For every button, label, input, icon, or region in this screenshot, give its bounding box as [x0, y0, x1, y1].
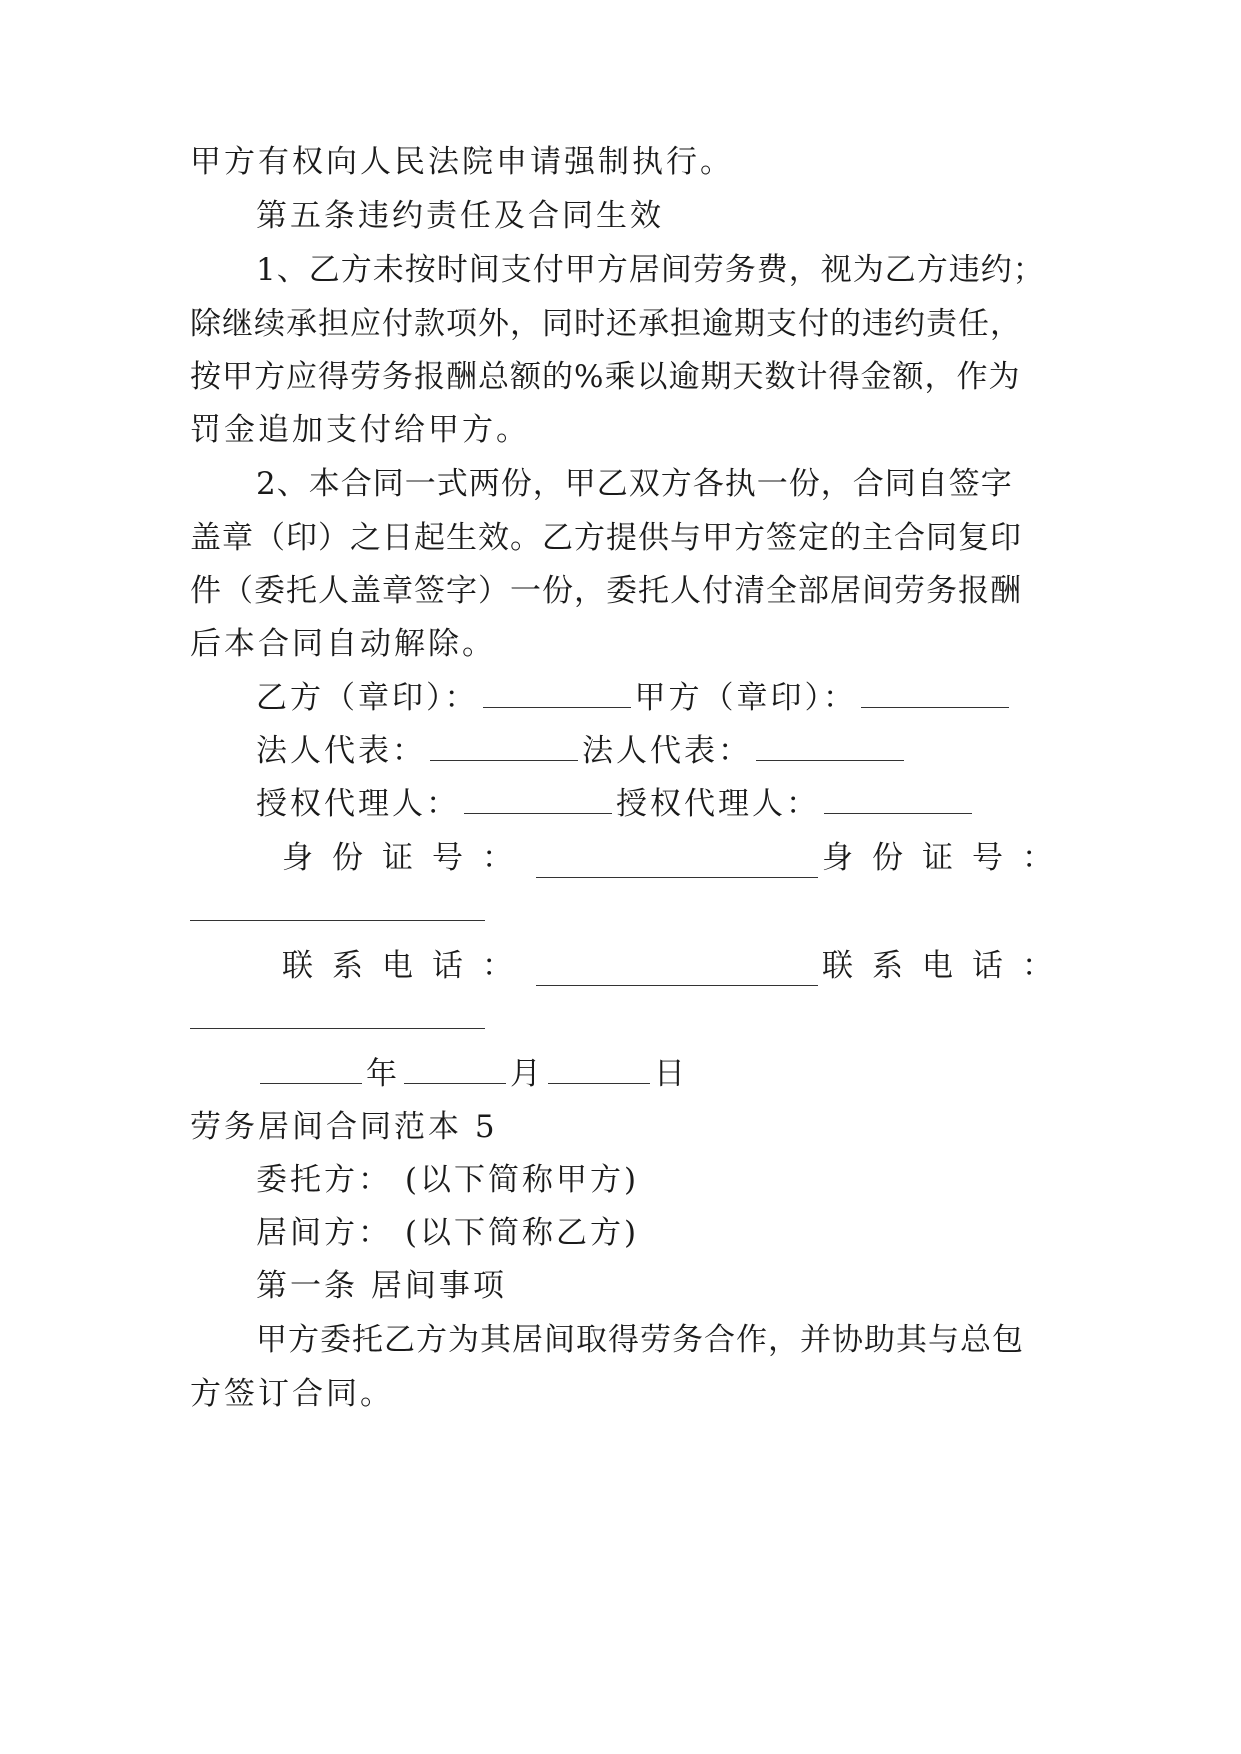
paragraph-line: 按甲方应得劳务报酬总额的%乘以逾期天数计得金额，作为 — [190, 359, 1021, 395]
id-b-blank — [536, 849, 818, 878]
paragraph-line: 除继续承担应付款项外，同时还承担逾期支付的违约责任， — [190, 306, 1022, 342]
party-a-seal-blank — [861, 679, 1009, 708]
paragraph-line: 1、乙方未按时间支付甲方居间劳务费，视为乙方违约； — [256, 252, 1045, 288]
seal-line — [256, 678, 1070, 718]
paragraph-line: 2、本合同一式两份，甲乙双方各执一份，合同自签字 — [256, 466, 1013, 502]
day-label: 日 — [654, 1056, 688, 1092]
phone-b-label: 联系电话： — [282, 948, 532, 984]
id-b-label: 身份证号： — [282, 840, 532, 876]
article-heading: 第五条违约责任及合同生效 — [256, 198, 664, 234]
phone-a-blank — [190, 1028, 485, 1029]
client-line: 委托方： (以下简称甲方) — [256, 1162, 640, 1198]
agent-b-blank — [464, 785, 612, 814]
legal-rep-a-blank — [756, 732, 904, 761]
legal-rep-b-blank — [430, 732, 578, 761]
id-a-blank — [190, 920, 485, 921]
paragraph-line: 件（委托人盖章签字）一份，委托人付清全部居间劳务报酬 — [190, 573, 1022, 609]
paragraph-line: 甲方有权向人民法院申请强制执行。 — [190, 144, 734, 180]
phone-a-label: 联系电话： — [822, 948, 1072, 984]
legal-rep-b-label: 法人代表： — [256, 733, 426, 769]
article-heading: 第一条 居间事项 — [256, 1268, 507, 1304]
agent-a-blank — [824, 785, 972, 814]
day-blank — [548, 1055, 650, 1084]
agent-a-label: 授权代理人： — [616, 786, 820, 822]
year-label: 年 — [366, 1056, 400, 1092]
date-line — [256, 1054, 1070, 1094]
agent-line — [256, 784, 1070, 824]
month-label: 月 — [510, 1056, 544, 1092]
phone-line — [282, 946, 1072, 986]
paragraph-line: 盖章（印）之日起生效。乙方提供与甲方签定的主合同复印 — [190, 520, 1022, 556]
paragraph-line: 甲方委托乙方为其居间取得劳务合作，并协助其与总包 — [256, 1322, 1024, 1358]
section-heading: 劳务居间合同范本 5 — [190, 1109, 498, 1145]
id-number-line — [282, 838, 1072, 878]
year-blank — [260, 1055, 362, 1084]
phone-b-blank — [536, 957, 818, 986]
legal-rep-a-label: 法人代表： — [582, 733, 752, 769]
paragraph-line: 方签订合同。 — [190, 1376, 394, 1412]
agent-b-label: 授权代理人： — [256, 786, 460, 822]
id-a-label: 身份证号： — [822, 840, 1072, 876]
party-a-seal-label: 甲方（章印）： — [634, 680, 857, 716]
party-b-seal-blank — [483, 679, 631, 708]
broker-line: 居间方： (以下简称乙方) — [256, 1215, 640, 1251]
month-blank — [404, 1055, 506, 1084]
party-b-seal-label: 乙方（章印）： — [256, 680, 479, 716]
paragraph-line: 后本合同自动解除。 — [190, 626, 496, 662]
paragraph-line: 罚金追加支付给甲方。 — [190, 412, 530, 448]
legal-rep-line — [256, 731, 1070, 771]
